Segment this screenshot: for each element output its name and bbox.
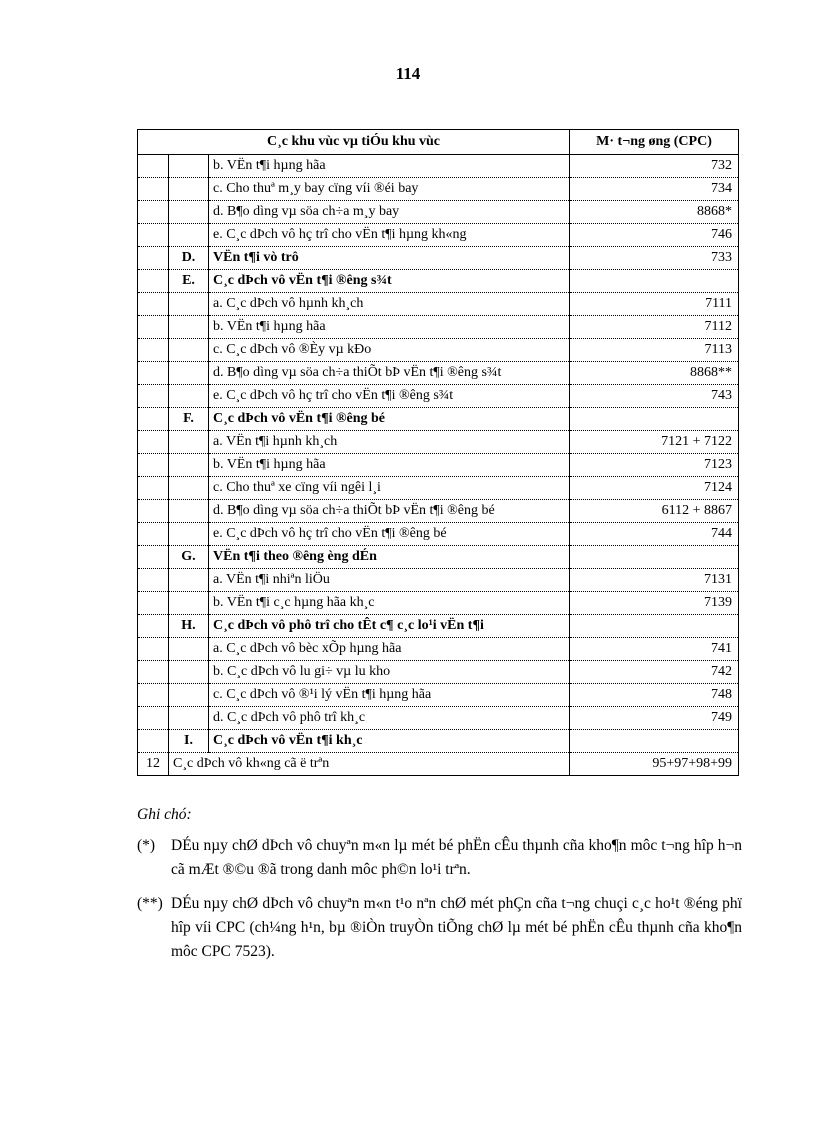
- row-cpc-code: [570, 408, 739, 431]
- table-row: [138, 730, 739, 753]
- row-description: b. VËn t¶i c¸c hµng hãa kh¸c: [209, 592, 570, 615]
- row-description: C¸c dÞch vô vËn t¶i kh¸c: [209, 730, 570, 753]
- row-number: [138, 224, 169, 247]
- row-group-letter: H.: [169, 615, 209, 638]
- table-row: [138, 661, 739, 684]
- row-description: e. C¸c dÞch vô hç trî cho vËn t¶i hµng kh«ng: [209, 224, 570, 247]
- row-cpc-code: 7111: [570, 293, 739, 316]
- row-group-letter: [169, 569, 209, 592]
- row-number: [138, 546, 169, 569]
- row-group-letter: [169, 362, 209, 385]
- page-number: 114: [395, 64, 421, 83]
- row-description: b. C¸c dÞch vô lu gi÷ vµ lu kho: [209, 661, 570, 684]
- row-group-letter: [169, 500, 209, 523]
- row-cpc-code: 7123: [570, 454, 739, 477]
- row-group-letter: [169, 661, 209, 684]
- table-row: [138, 431, 739, 454]
- table-row: [138, 339, 739, 362]
- cpc-classification-table: [137, 129, 739, 776]
- row-cpc-code: 749: [570, 707, 739, 730]
- table-row: [138, 707, 739, 730]
- row-group-letter: [169, 201, 209, 224]
- table-row: [138, 178, 739, 201]
- row-cpc-code: 7113: [570, 339, 739, 362]
- row-number: [138, 408, 169, 431]
- row-cpc-code: 748: [570, 684, 739, 707]
- row-cpc-code: 95+97+98+99: [570, 753, 739, 776]
- row-number: [138, 270, 169, 293]
- row-number: [138, 385, 169, 408]
- table-row: [138, 684, 739, 707]
- note-text: DÉu nµy chØ dÞch vô chuyªn m«n lµ mét bé phËn cÊu thµnh cña kho¶n môc t¬ng hîp h¬n cã mÆt ®©u ®ã trong danh môc ph©n lo¹i trªn.: [171, 837, 742, 878]
- table-row: [138, 408, 739, 431]
- row-description: b. VËn t¶i hµng hãa: [209, 454, 570, 477]
- notes-section: [137, 806, 742, 974]
- row-cpc-code: [570, 270, 739, 293]
- row-description: a. C¸c dÞch vô hµnh kh¸ch: [209, 293, 570, 316]
- row-number: [138, 523, 169, 546]
- row-description: a. VËn t¶i nhiªn liÖu: [209, 569, 570, 592]
- row-number: 12: [138, 753, 169, 776]
- row-description: b. VËn t¶i hµng hãa: [209, 155, 570, 178]
- row-number: [138, 477, 169, 500]
- row-cpc-code: 743: [570, 385, 739, 408]
- row-cpc-code: 734: [570, 178, 739, 201]
- row-number: [138, 431, 169, 454]
- table-row: [138, 247, 739, 270]
- row-group-letter: [169, 477, 209, 500]
- row-description: b. VËn t¶i hµng hãa: [209, 316, 570, 339]
- table-row: [138, 385, 739, 408]
- row-cpc-code: 733: [570, 247, 739, 270]
- row-cpc-code: [570, 546, 739, 569]
- row-cpc-code: 7139: [570, 592, 739, 615]
- row-group-letter: [169, 523, 209, 546]
- row-number: [138, 707, 169, 730]
- table-body: [138, 155, 739, 776]
- row-cpc-code: 7131: [570, 569, 739, 592]
- row-group-letter: [169, 178, 209, 201]
- row-cpc-code: 746: [570, 224, 739, 247]
- header-category: C¸c khu vùc vµ tiÓu khu vùc: [138, 130, 570, 155]
- table-header-row: [138, 130, 739, 155]
- row-group-letter: [169, 707, 209, 730]
- row-cpc-code: [570, 730, 739, 753]
- row-cpc-code: [570, 615, 739, 638]
- row-description: c. Cho thuª m¸y bay cïng víi ®éi bay: [209, 178, 570, 201]
- table-row: [138, 155, 739, 178]
- row-cpc-code: 6112 + 8867: [570, 500, 739, 523]
- note-text: DÉu nµy chØ dÞch vô chuyªn m«n t¹o nªn chØ mét phÇn cña t¬ng chuçi c¸c ho¹t ®éng phï hîp víi CPC (ch¼ng h¹n, bµ ®iÒn truyÒn tiÕng chØ lµ mét bé phËn cÊu thµnh cña kho¶n môc CPC 7523).: [171, 895, 742, 960]
- row-description: C¸c dÞch vô phô trî cho tÊt c¶ c¸c lo¹i vËn t¶i: [209, 615, 570, 638]
- row-description: a. VËn t¶i hµnh kh¸ch: [209, 431, 570, 454]
- row-description: d. C¸c dÞch vô phô trî kh¸c: [209, 707, 570, 730]
- row-cpc-code: 742: [570, 661, 739, 684]
- row-description: C¸c dÞch vô kh«ng cã ë trªn: [169, 753, 570, 776]
- row-number: [138, 339, 169, 362]
- row-cpc-code: 744: [570, 523, 739, 546]
- note-item: [137, 892, 742, 964]
- row-description: VËn t¶i theo ®êng èng dÉn: [209, 546, 570, 569]
- row-cpc-code: 741: [570, 638, 739, 661]
- row-description: d. B¶o dìng vµ söa ch÷a thiÕt bÞ vËn t¶i ®êng s¾t: [209, 362, 570, 385]
- row-number: [138, 592, 169, 615]
- row-group-letter: [169, 385, 209, 408]
- table-row: [138, 546, 739, 569]
- row-group-letter: G.: [169, 546, 209, 569]
- row-number: [138, 316, 169, 339]
- row-number: [138, 362, 169, 385]
- table-row: [138, 293, 739, 316]
- row-number: [138, 500, 169, 523]
- table-row: [138, 270, 739, 293]
- row-description: C¸c dÞch vô vËn t¶i ®êng bé: [209, 408, 570, 431]
- row-number: [138, 454, 169, 477]
- row-number: [138, 638, 169, 661]
- row-group-letter: [169, 592, 209, 615]
- row-number: [138, 155, 169, 178]
- table-row: [138, 362, 739, 385]
- row-group-letter: E.: [169, 270, 209, 293]
- row-cpc-code: 7121 + 7122: [570, 431, 739, 454]
- row-number: [138, 293, 169, 316]
- row-description: a. C¸c dÞch vô bèc xÕp hµng hãa: [209, 638, 570, 661]
- row-description: c. C¸c dÞch vô ®¹i lý vËn t¶i hµng hãa: [209, 684, 570, 707]
- row-number: [138, 684, 169, 707]
- row-group-letter: F.: [169, 408, 209, 431]
- row-number: [138, 201, 169, 224]
- note-mark: (**): [137, 895, 163, 912]
- row-cpc-code: 8868*: [570, 201, 739, 224]
- row-number: [138, 178, 169, 201]
- row-group-letter: [169, 293, 209, 316]
- table-row: [138, 201, 739, 224]
- row-number: [138, 730, 169, 753]
- row-cpc-code: 7124: [570, 477, 739, 500]
- row-description: C¸c dÞch vô vËn t¶i ®êng s¾t: [209, 270, 570, 293]
- table-row: [138, 500, 739, 523]
- note-item: [137, 834, 742, 882]
- row-group-letter: [169, 638, 209, 661]
- row-group-letter: [169, 155, 209, 178]
- row-description: e. C¸c dÞch vô hç trî cho vËn t¶i ®êng s¾t: [209, 385, 570, 408]
- table-row-final: [138, 753, 739, 776]
- row-group-letter: I.: [169, 730, 209, 753]
- row-description: d. B¶o dìng vµ söa ch÷a m¸y bay: [209, 201, 570, 224]
- row-number: [138, 247, 169, 270]
- row-number: [138, 615, 169, 638]
- row-group-letter: [169, 316, 209, 339]
- row-group-letter: [169, 454, 209, 477]
- row-description: VËn t¶i vò trô: [209, 247, 570, 270]
- row-cpc-code: 732: [570, 155, 739, 178]
- table-row: [138, 615, 739, 638]
- table-row: [138, 454, 739, 477]
- note-mark: (*): [137, 837, 156, 854]
- table-row: [138, 224, 739, 247]
- table-row: [138, 316, 739, 339]
- row-group-letter: D.: [169, 247, 209, 270]
- row-group-letter: [169, 684, 209, 707]
- notes-heading: Ghi chó:: [137, 806, 192, 823]
- row-description: c. Cho thuª xe cïng víi ngêi l¸i: [209, 477, 570, 500]
- table-row: [138, 569, 739, 592]
- table-row: [138, 592, 739, 615]
- row-description: c. C¸c dÞch vô ®Èy vµ kÐo: [209, 339, 570, 362]
- row-group-letter: [169, 431, 209, 454]
- table-row: [138, 523, 739, 546]
- row-cpc-code: 8868**: [570, 362, 739, 385]
- header-cpc-code: M· t¬ng øng (CPC): [570, 130, 739, 155]
- table-row: [138, 638, 739, 661]
- row-cpc-code: 7112: [570, 316, 739, 339]
- row-number: [138, 569, 169, 592]
- row-description: d. B¶o dìng vµ söa ch÷a thiÕt bÞ vËn t¶i ®êng bé: [209, 500, 570, 523]
- row-number: [138, 661, 169, 684]
- row-group-letter: [169, 224, 209, 247]
- row-description: e. C¸c dÞch vô hç trî cho vËn t¶i ®êng bé: [209, 523, 570, 546]
- table-row: [138, 477, 739, 500]
- row-group-letter: [169, 339, 209, 362]
